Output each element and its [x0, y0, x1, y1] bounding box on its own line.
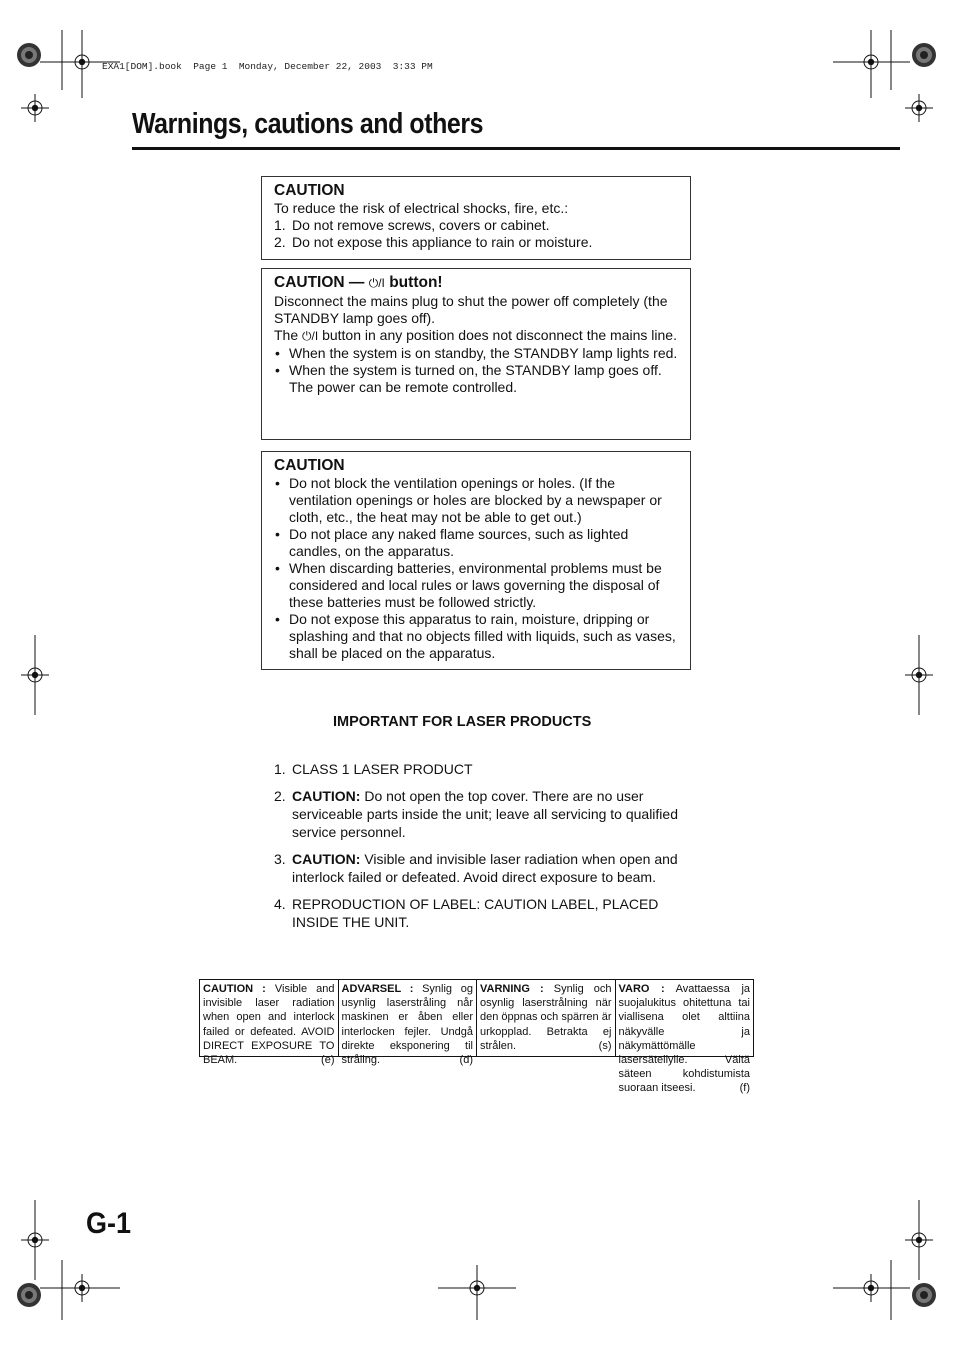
- power-standby-icon: ⏻/I: [302, 329, 319, 343]
- label-cell-swedish: VARNING : Synlig och osynlig laserstrålning när den öppnas och spärren är urkopplad. Betrakta ej strålen. (s): [476, 980, 615, 1056]
- corner-target-icon: [17, 1283, 41, 1307]
- label-cell-danish: ADVARSEL : Synlig og usynlig laserstråling når maskinen er åben eller interlocken fejler. Undgå direkte eksponering til stråling. (d): [338, 980, 477, 1056]
- list-item: 2. CAUTION: Do not open the top cover. There are no user serviceable parts inside the unit; leave all servicing to qualified service personnel.: [274, 788, 678, 840]
- caution-box-ventilation: [261, 451, 691, 670]
- caution-heading: CAUTION — ⏻/I button!: [274, 274, 443, 291]
- caution-heading: CAUTION: [274, 457, 345, 474]
- list-item: 4. REPRODUCTION OF LABEL: CAUTION LABEL, PLACED INSIDE THE UNIT.: [274, 896, 659, 930]
- list-item: 1. Do not remove screws, covers or cabinet.: [274, 217, 550, 233]
- list-item: • Do not expose this apparatus to rain, moisture, dripping or splashing and that no objects filled with liquids, such as vases, shall be placed on the apparatus.: [275, 611, 676, 661]
- title-rule: [132, 147, 900, 150]
- corner-target-icon: [912, 1283, 936, 1307]
- list-item: • When discarding batteries, environmental problems must be considered and local rules or laws governing the disposal of these batteries must be followed strictly.: [275, 560, 662, 610]
- list-item: 1. CLASS 1 LASER PRODUCT: [274, 761, 473, 777]
- page-title: Warnings, cautions and others: [132, 108, 484, 140]
- caution-box-power-button: [261, 268, 691, 440]
- list-item: • When the system is turned on, the STANDBY lamp goes off. The power can be remote controlled.: [275, 362, 662, 395]
- page-number: G-1: [86, 1207, 132, 1240]
- caution-label-reproduction: [199, 979, 754, 1095]
- caution-heading: CAUTION: [274, 182, 345, 199]
- caution-box-electrical: [261, 176, 691, 260]
- label-cell-english: CAUTION : Visible and invisible laser radiation when open and interlock failed or defeated. AVOID DIRECT EXPOSURE TO BEAM. (e): [203, 983, 335, 1067]
- caution-paragraph: Disconnect the mains plug to shut the power off completely (the STANDBY lamp goes off).: [274, 293, 668, 326]
- laser-section-title: IMPORTANT FOR LASER PRODUCTS: [333, 714, 592, 730]
- list-item: • When the system is on standby, the STANDBY lamp lights red.: [275, 345, 678, 361]
- list-item: • Do not place any naked flame sources, such as lighted candles, on the apparatus.: [275, 526, 629, 559]
- list-item: 3. CAUTION: Visible and invisible laser radiation when open and interlock failed or defeated. Avoid direct exposure to beam.: [274, 851, 678, 885]
- caution-intro: To reduce the risk of electrical shocks, fire, etc.:: [274, 200, 569, 216]
- corner-target-icon: [912, 43, 936, 67]
- list-item: • Do not block the ventilation openings or holes. (If the ventilation openings or holes are blocked by a newspaper or cloth, etc., the heat may not be able to get out.): [275, 475, 662, 525]
- corner-target-icon: [17, 43, 41, 67]
- caution-paragraph: The ⏻/I button in any position does not disconnect the mains line.: [274, 327, 677, 343]
- label-cell-finnish: VARO : Avattaessa ja suojalukitus ohitettuna tai viallisena olet alttiina näkyvälle ja näkymättömälle lasersäteilylle. Vältä säteen kohdistumista suoraan itseesi. (f): [615, 980, 754, 1056]
- list-item: 2. Do not expose this appliance to rain or moisture.: [274, 234, 593, 250]
- laser-list: [274, 760, 684, 940]
- power-standby-icon: ⏻/I: [368, 276, 385, 290]
- book-header-line: EXA1[DOM].book Page 1 Monday, December 22, 2003 3:33 PM: [102, 61, 433, 72]
